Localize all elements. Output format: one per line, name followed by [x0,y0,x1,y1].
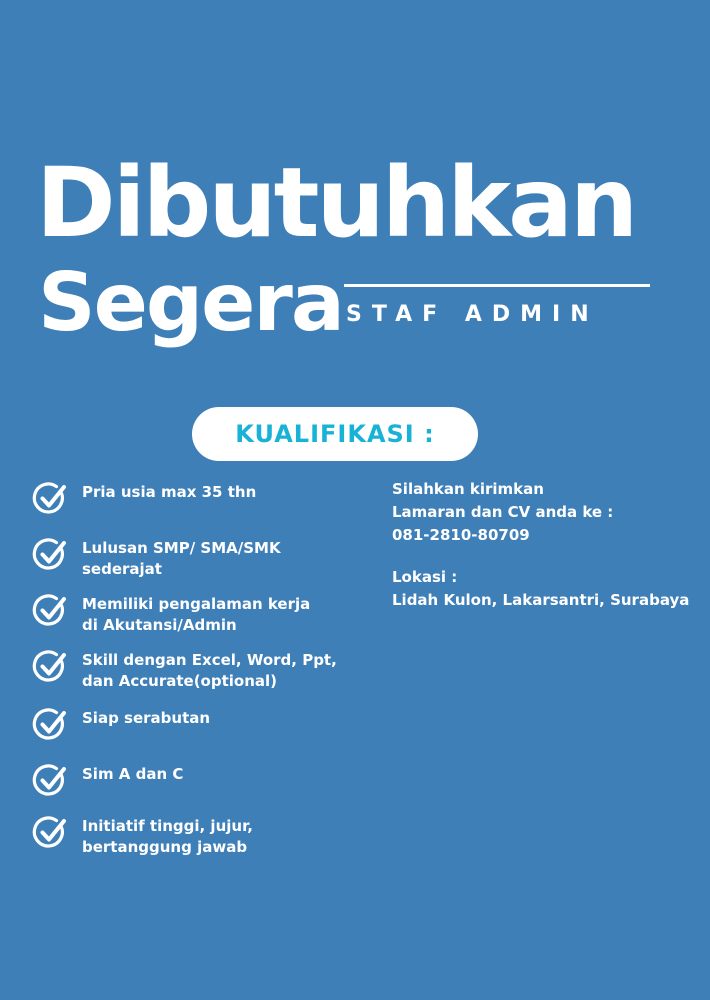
qualification-text: Siap serabutan [82,709,211,727]
qualifications-heading-label: KUALIFIKASI : [235,420,435,448]
qualification-text: Initiatif tinggi, jujur, bertanggung jawab [82,817,253,856]
qualification-text: Memiliki pengalaman kerja di Akutansi/Admin [82,595,311,634]
headline-segera: Segera [38,256,343,349]
location-address: Lidah Kulon, Lakarsantri, Surabaya [392,591,690,609]
contact-info [392,478,692,612]
header-divider [344,284,650,287]
contact-line-2: Lamaran dan CV anda ke : [392,503,614,521]
qualification-text: Lulusan SMP/ SMA/SMK sederajat [82,539,281,578]
check-circle-icon [32,593,68,629]
qualification-text: Skill dengan Excel, Word, Ppt, dan Accurate(optional) [82,651,337,690]
qualifications-heading [192,407,478,461]
check-circle-icon [32,537,68,573]
check-circle-icon [32,649,68,685]
qualification-text: Pria usia max 35 thn [82,483,257,501]
contact-line-1: Silahkan kirimkan [392,480,544,498]
contact-phone: 081-2810-80709 [392,526,530,544]
check-circle-icon [32,763,68,799]
check-circle-icon [32,481,68,517]
check-circle-icon [32,815,68,851]
headline-dibutuhkan: Dibutuhkan [36,147,636,259]
qualification-text: Sim A dan C [82,765,184,783]
check-circle-icon [32,707,68,743]
job-position: STAF ADMIN [346,302,599,327]
location-label: Lokasi : [392,568,458,586]
contact-spacer [392,547,692,566]
